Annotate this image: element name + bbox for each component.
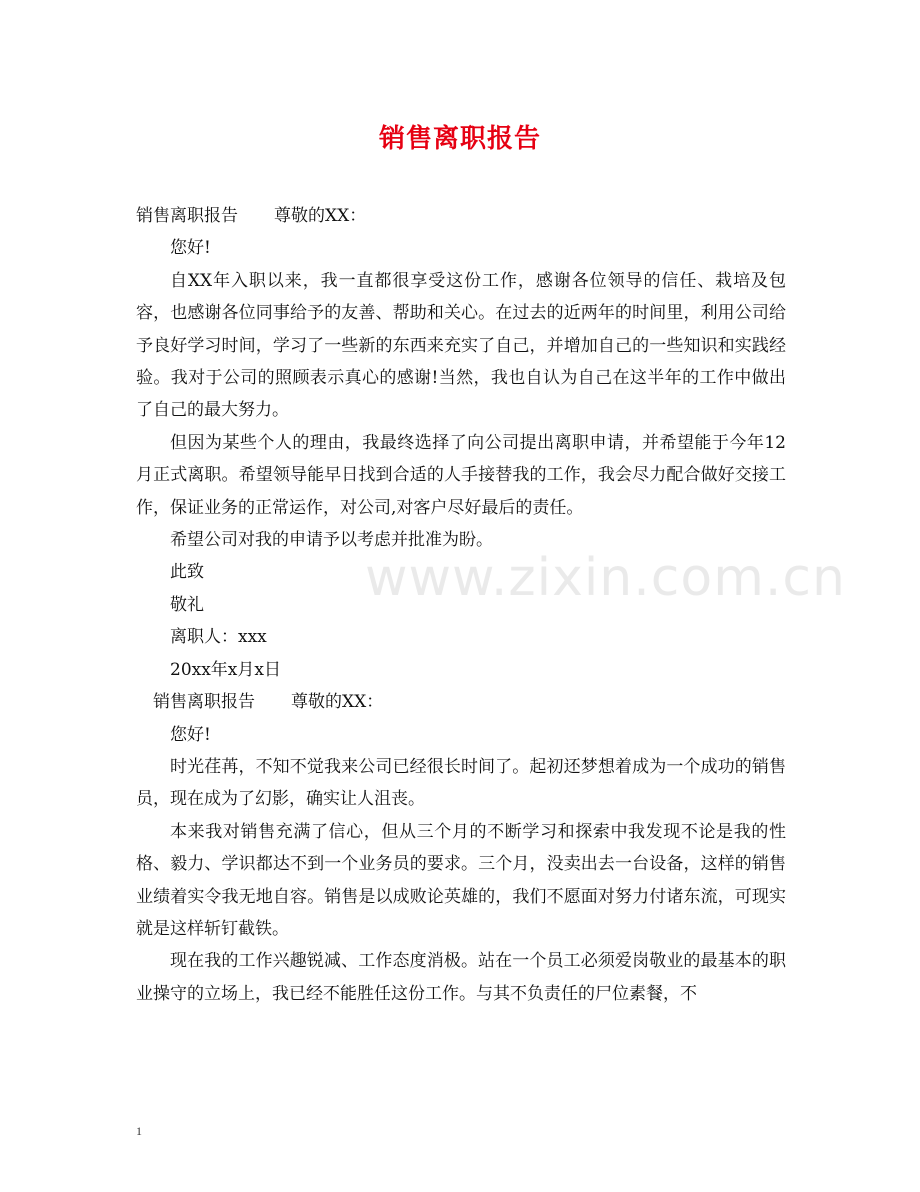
letter2-greeting: 您好! <box>170 724 211 745</box>
letter1-greeting: 您好! <box>170 238 211 259</box>
letter2-paragraph: 时光荏苒，不知不觉我来公司已经很长时间了。起初还梦想着成为一个成功的销售员，现在成为了幻影，确实让人沮丧。 <box>136 756 786 810</box>
letter1-heading: 销售离职报告 <box>136 206 238 226</box>
letter1-closing-jing-li: 敬礼 <box>170 594 204 615</box>
letter1-paragraph: 但因为某些个人的理由，我最终选择了向公司提出离职申请，并希望能于今年12月正式离职。希望领导能早日找到合适的人手接替我的工作，我会尽力配合做好交接工作，保证业务的正常运作，对公司,对客户尽好最后的责任。 <box>136 432 786 518</box>
letter1-paragraph: 自XX年入职以来，我一直都很享受这份工作，感谢各位领导的信任、栽培及包容，也感谢各位同事给予的友善、帮助和关心。在过去的近两年的时间里，利用公司给予良好学习时间，学习了一些新的东西来充实了自己，并增加自己的一些知识和实践经验。我对于公司的照顾表示真心的感谢!当然，我也自认为自己在这半年的工作中做出了自己的最大努力。 <box>136 270 786 421</box>
letter2-heading: 销售离职报告 <box>153 692 255 713</box>
document-body <box>136 200 786 1010</box>
letter1-salutation: 尊敬的XX： <box>274 206 367 226</box>
document-title: 销售离职报告 <box>378 124 541 154</box>
letter1-salutation-line <box>136 200 786 232</box>
letter2-paragraph: 现在我的工作兴趣锐减、工作态度消极。站在一个员工必须爱岗敬业的最基本的职业操守的立场上，我已经不能胜任这份工作。与其不负责任的尸位素餐，不 <box>136 951 786 1004</box>
letter1-signer: 离职人：xxx <box>170 627 267 648</box>
page-number: 1 <box>136 1124 142 1138</box>
letter1-closing-ci-zhi: 此致 <box>170 562 204 583</box>
letter2-paragraph: 本来我对销售充满了信心，但从三个月的不断学习和探索中我发现不论是我的性格、毅力、学识都达不到一个业务员的要求。三个月，没卖出去一台设备，这样的销售业绩着实令我无地自容。销售是以成败论英雄的，我们不愿面对努力付诸东流，可现实就是这样斩钉截铁。 <box>136 821 786 939</box>
letter2-salutation: 尊敬的XX： <box>291 692 384 713</box>
letter2-salutation-line <box>136 686 786 718</box>
watermark: www.zixin.com.cn <box>365 548 846 608</box>
letter1-paragraph: 希望公司对我的申请予以考虑并批准为盼。 <box>170 530 493 551</box>
letter1-date: 20xx年x月x日 <box>170 659 281 680</box>
